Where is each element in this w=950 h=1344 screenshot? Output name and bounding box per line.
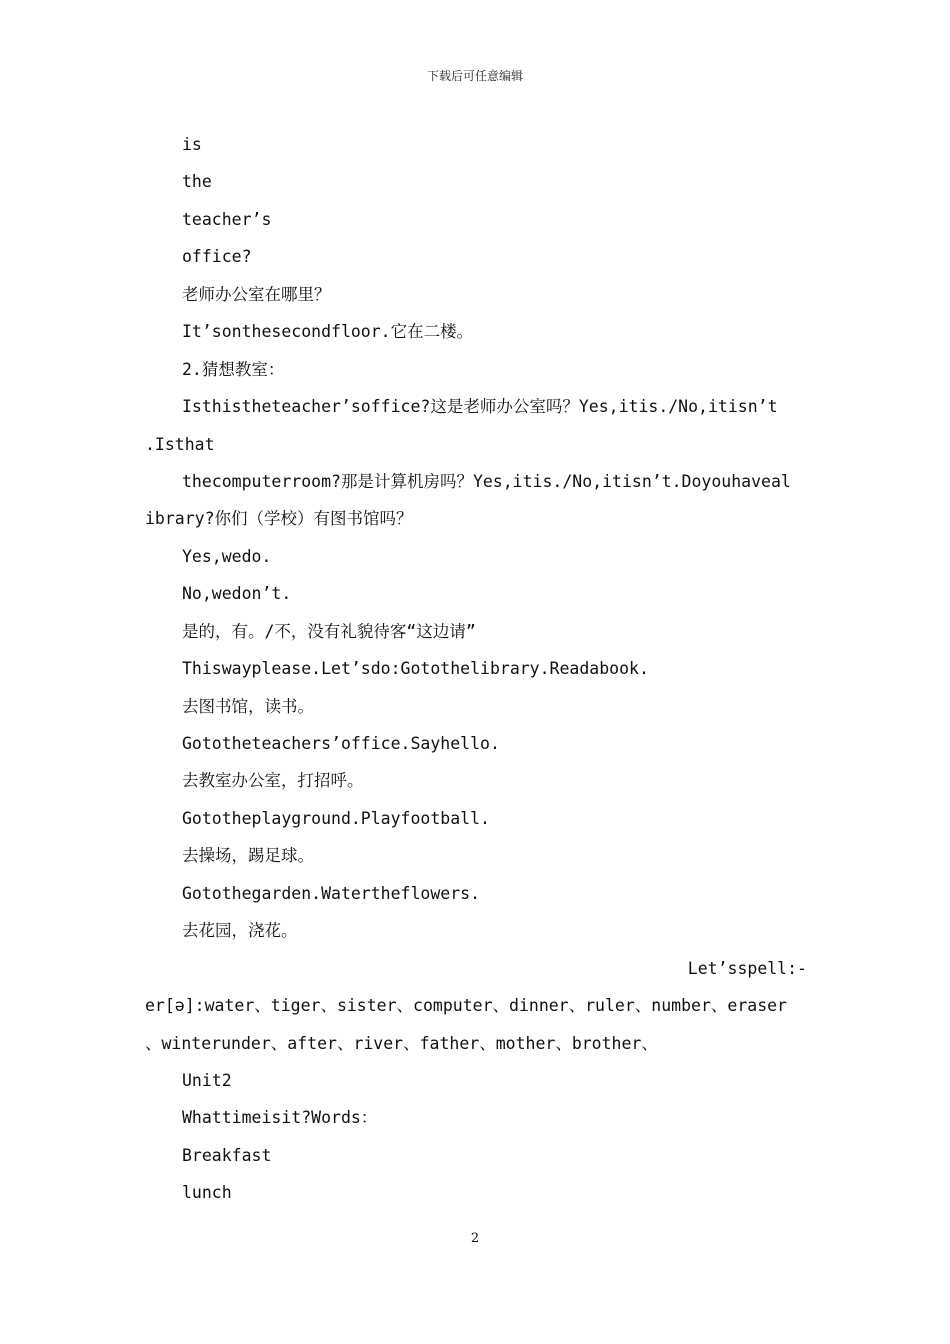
text-line: ibrary?你们（学校）有图书馆吗？ bbox=[145, 509, 413, 529]
text-line: Yes,wedo. bbox=[182, 546, 272, 566]
text-line: er[ə]:water、tiger、sister、computer、dinner、ruler、number、eraser bbox=[145, 996, 787, 1016]
text-line: 老师办公室在哪里？ bbox=[182, 284, 331, 304]
text-line: teacher’s bbox=[182, 209, 272, 229]
page-number: 2 bbox=[470, 1231, 480, 1246]
document-body bbox=[145, 126, 807, 1212]
text-line: .Isthat bbox=[145, 434, 215, 454]
text-line: Breakfast bbox=[182, 1145, 272, 1165]
text-line: Gototheteachers’office.Sayhello. bbox=[182, 734, 500, 753]
text-line: office? bbox=[182, 247, 252, 267]
text-line: 、winterunder、after、river、father、mother、brother、 bbox=[145, 1033, 658, 1053]
text-line: It’sonthesecondfloor.它在二楼。 bbox=[182, 322, 474, 342]
text-line: thecomputerroom?那是计算机房吗？Yes,itis./No,itisn’t.Doyouhaveal bbox=[182, 471, 791, 491]
text-line: Thiswayplease.Let’sdo:Gotothelibrary.Readabook. bbox=[182, 659, 649, 679]
text-line: 是的，有。/不，没有礼貌待客“这边请” bbox=[182, 621, 476, 641]
text-line: lunch bbox=[182, 1183, 232, 1203]
text-line: Whattimeisit?Words： bbox=[182, 1108, 378, 1128]
text-line: No,wedon’t. bbox=[182, 584, 292, 604]
text-line: Isthistheteacher’soffice?这是老师办公室吗？Yes,itis./No,itisn’t bbox=[182, 397, 778, 417]
text-line: the bbox=[182, 172, 212, 192]
text-line: 去花园，浇花。 bbox=[182, 921, 298, 941]
text-line: Gotothegarden.Watertheflowers. bbox=[182, 883, 481, 903]
text-line: is bbox=[182, 135, 202, 154]
text-line: 去图书馆，读书。 bbox=[182, 696, 314, 716]
page-header: 下载后可任意编辑 bbox=[426, 69, 523, 83]
text-line: Let’sspell:- bbox=[687, 958, 807, 978]
text-line: Unit2 bbox=[182, 1070, 232, 1090]
text-line: 去操场，踢足球。 bbox=[182, 846, 314, 866]
text-line: 去教室办公室，打招呼。 bbox=[182, 771, 364, 791]
text-line: 2.猜想教室： bbox=[182, 359, 285, 379]
text-line: Gototheplayground.Playfootball. bbox=[182, 808, 490, 828]
